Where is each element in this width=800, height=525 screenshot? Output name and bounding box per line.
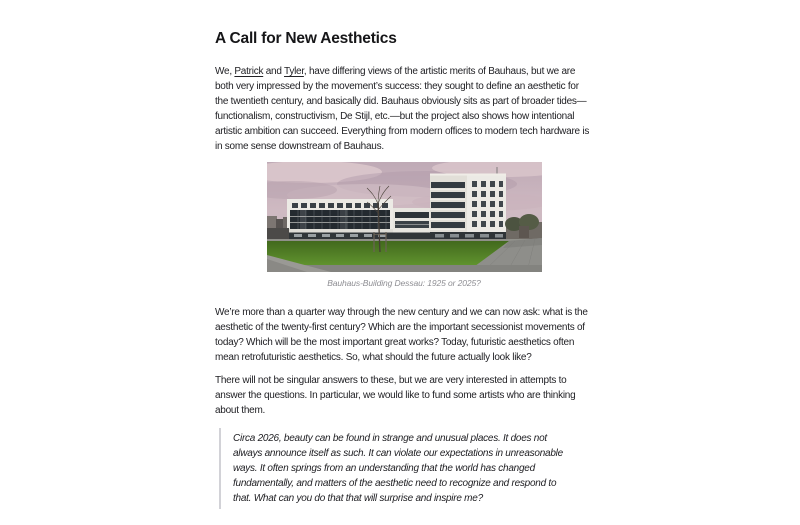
bauhaus-building-image <box>267 162 542 272</box>
bauhaus-figure <box>215 162 593 288</box>
paragraph-fund-artists: There will not be singular answers to these, but we are very interested in attempts to answer the questions. In particular, we would like to fund some artists who are thinking about them. <box>215 375 576 416</box>
bauhaus-photo-illustration <box>267 162 542 272</box>
patrick-link[interactable]: Patrick <box>234 66 264 77</box>
intro-paragraph <box>215 64 593 154</box>
intro-text-and: and <box>263 66 285 77</box>
page-title: A Call for New Aesthetics <box>215 30 397 47</box>
quote-text: Circa 2026, beauty can be found in strange and unusual places. It does not always announce itself as such. It can violate our expectations in unreasonable ways. It often springs from an understanding that the world has changed fundamentally, and matters of the aesthetic need to recognize and respond to that. What can you do that that will surprise and inspire me? <box>233 433 563 504</box>
intro-text-rest: , have differing views of the artistic merits of Bauhaus, but we are both very impressed by the movement’s success: they sought to define an aesthetic for the twentieth century, and basically did. Bauhaus obviously sits as part of broader tides—functionalism, constructivism, De Stijl, etc.—but the project also shows how intentional artistic ambition can succeed. Everything from modern offices to modern tech hardware is in some sense downstream of Bauhaus. <box>215 66 590 152</box>
prompt-blockquote <box>219 428 567 509</box>
tyler-link[interactable]: Tyler <box>284 66 304 77</box>
article-content <box>215 30 593 509</box>
paragraph-new-century: We’re more than a quarter way through the new century and we can now ask: what is the aesthetic of the twenty-first century? Which are the important secessionist movements of today? Which will be the most important great works? Today, futuristic aesthetics often mean retrofuturistic aesthetics. So, what should the future actually look like? <box>215 307 588 363</box>
intro-text-start: We, <box>215 66 235 77</box>
figure-caption: Bauhaus-Building Dessau: 1925 or 2025? <box>327 278 481 288</box>
